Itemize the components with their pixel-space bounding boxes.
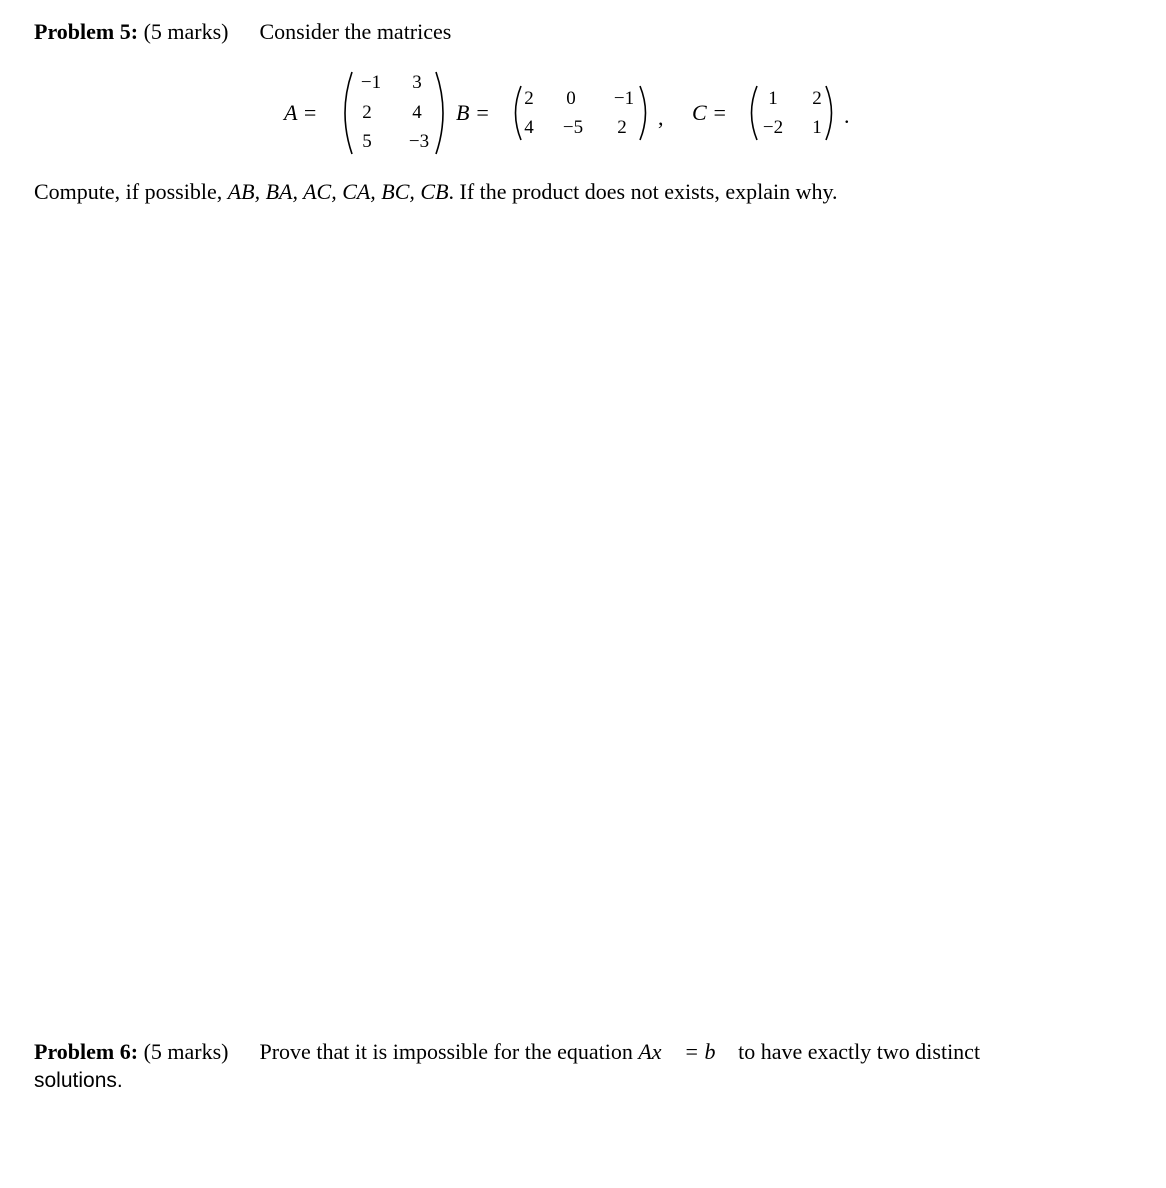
matrix-b-trailing-comma: , [658, 105, 664, 130]
matrix-b-label: B = [456, 100, 490, 125]
problem-6-label: Problem 6: [34, 1039, 139, 1064]
matrix-b-right-paren [637, 84, 653, 142]
matrix-b-cell: 2 [524, 88, 534, 109]
matrix-a-cell: −1 [360, 72, 382, 93]
problem-6-text-suffix: to have exactly two distinct [732, 1039, 981, 1064]
problem-6-equation: Ax⃗ = b⃗ [638, 1039, 733, 1064]
problem-5-question-prefix: Compute, if possible, [34, 179, 228, 204]
matrix-a-cell: 3 [412, 72, 422, 93]
matrix-c-right-paren [823, 84, 839, 142]
matrix-b-cell: 0 [566, 88, 576, 109]
problem-5-intro: Consider the matrices [259, 19, 452, 44]
matrix-c-label: C = [692, 100, 728, 125]
matrix-b-cell: 4 [524, 117, 534, 138]
matrix-c-cell: 1 [812, 117, 822, 138]
matrix-a-right-paren [432, 70, 452, 156]
problem-5-products: AB, BA, AC, CA, BC, CB [227, 179, 449, 204]
matrix-c-trailing-period: . [844, 103, 850, 128]
problem-6-heading [34, 1038, 980, 1066]
matrix-a-cell: 2 [362, 102, 372, 123]
matrix-c-cell: 2 [812, 88, 822, 109]
matrix-b-cell: −1 [613, 88, 635, 109]
matrix-a-label: A = [284, 100, 318, 125]
problem-5-question [34, 178, 838, 206]
problem-5-label: Problem 5: [34, 19, 139, 44]
problem-6-marks: (5 marks) [143, 1039, 229, 1064]
matrix-b-cell: 2 [617, 117, 627, 138]
problem-6-continuation: solutions. [34, 1069, 123, 1092]
problem-5-heading [34, 18, 451, 46]
matrix-a-cell: −3 [408, 131, 430, 152]
matrix-a-cell: 5 [362, 131, 372, 152]
matrix-a-cell: 4 [412, 102, 422, 123]
matrix-b-cell: −5 [562, 117, 584, 138]
matrix-c-cell: −2 [762, 117, 784, 138]
problem-5-question-suffix: . If the product does not exists, explain why. [448, 179, 838, 204]
problem-5-marks: (5 marks) [143, 19, 229, 44]
matrix-c-cell: 1 [768, 88, 778, 109]
problem-6-text-prefix: Prove that it is impossible for the equation [259, 1039, 639, 1064]
